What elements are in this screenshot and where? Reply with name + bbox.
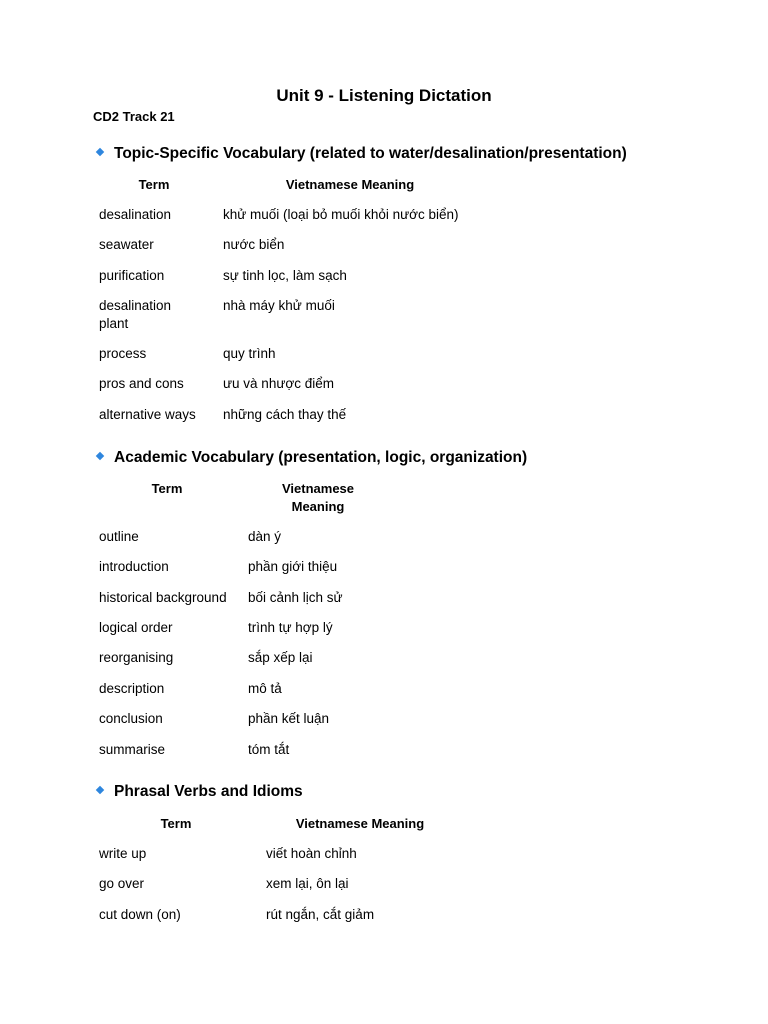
meaning-cell: dàn ý xyxy=(248,529,282,544)
term-cell: desalination xyxy=(99,207,172,222)
term-cell: outline xyxy=(99,529,139,544)
meaning-cell: rút ngắn, cắt giảm xyxy=(266,907,375,922)
meaning-cell: viết hoàn chỉnh xyxy=(266,846,357,861)
column-header-meaning-line1: Vietnamese xyxy=(281,481,355,496)
meaning-cell: nước biển xyxy=(223,237,285,252)
section-heading: Phrasal Verbs and Idioms xyxy=(114,783,303,800)
meaning-cell: mô tả xyxy=(248,681,282,696)
term-cell: reorganising xyxy=(99,650,174,665)
section-heading: Topic-Specific Vocabulary (related to water/desalination/presentation) xyxy=(114,145,627,162)
meaning-cell: xem lại, ôn lại xyxy=(266,876,349,891)
section-heading: Academic Vocabulary (presentation, logic, organization) xyxy=(114,449,528,466)
meaning-cell: bối cảnh lịch sử xyxy=(248,590,343,605)
meaning-cell: ưu và nhược điểm xyxy=(223,376,334,391)
term-cell: logical order xyxy=(99,620,173,635)
term-cell: desalination xyxy=(99,298,172,313)
page-title: Unit 9 - Listening Dictation xyxy=(276,86,492,105)
term-cell: summarise xyxy=(99,742,166,757)
meaning-cell: nhà máy khử muối xyxy=(223,298,335,313)
column-header-meaning: Vietnamese Meaning xyxy=(285,177,415,192)
column-header-meaning-line2: Meaning xyxy=(291,499,345,514)
meaning-cell: tóm tắt xyxy=(248,742,290,757)
meaning-cell: quy trình xyxy=(223,346,276,361)
term-cell: plant xyxy=(99,316,129,331)
term-cell: seawater xyxy=(99,237,154,252)
term-cell: conclusion xyxy=(99,711,163,726)
term-cell: description xyxy=(99,681,165,696)
term-cell: write up xyxy=(99,846,147,861)
column-header-term: Term xyxy=(151,481,183,496)
column-header-meaning: Vietnamese Meaning xyxy=(295,816,425,831)
term-cell: purification xyxy=(99,268,165,283)
meaning-cell: phần giới thiệu xyxy=(248,559,338,574)
diamond-bullet-icon xyxy=(96,786,104,794)
term-cell: process xyxy=(99,346,147,361)
meaning-cell: sự tinh lọc, làm sạch xyxy=(223,268,347,283)
term-cell: cut down (on) xyxy=(99,907,181,922)
meaning-cell: những cách thay thế xyxy=(223,407,347,422)
term-cell: historical background xyxy=(99,590,227,605)
diamond-bullet-icon xyxy=(96,452,104,460)
column-header-term: Term xyxy=(160,816,192,831)
meaning-cell: trình tự hợp lý xyxy=(248,620,333,635)
column-header-term: Term xyxy=(138,177,170,192)
meaning-cell: khử muối (loại bỏ muối khỏi nước biển) xyxy=(223,207,459,222)
term-cell: go over xyxy=(99,876,145,891)
track-label: CD2 Track 21 xyxy=(93,109,175,124)
diamond-bullet-icon xyxy=(96,148,104,156)
meaning-cell: sắp xếp lại xyxy=(248,650,313,665)
term-cell: pros and cons xyxy=(99,376,184,391)
term-cell: introduction xyxy=(99,559,169,574)
column-header-meaning xyxy=(263,480,373,516)
term-cell: alternative ways xyxy=(99,407,196,422)
meaning-cell: phần kết luận xyxy=(248,711,330,726)
